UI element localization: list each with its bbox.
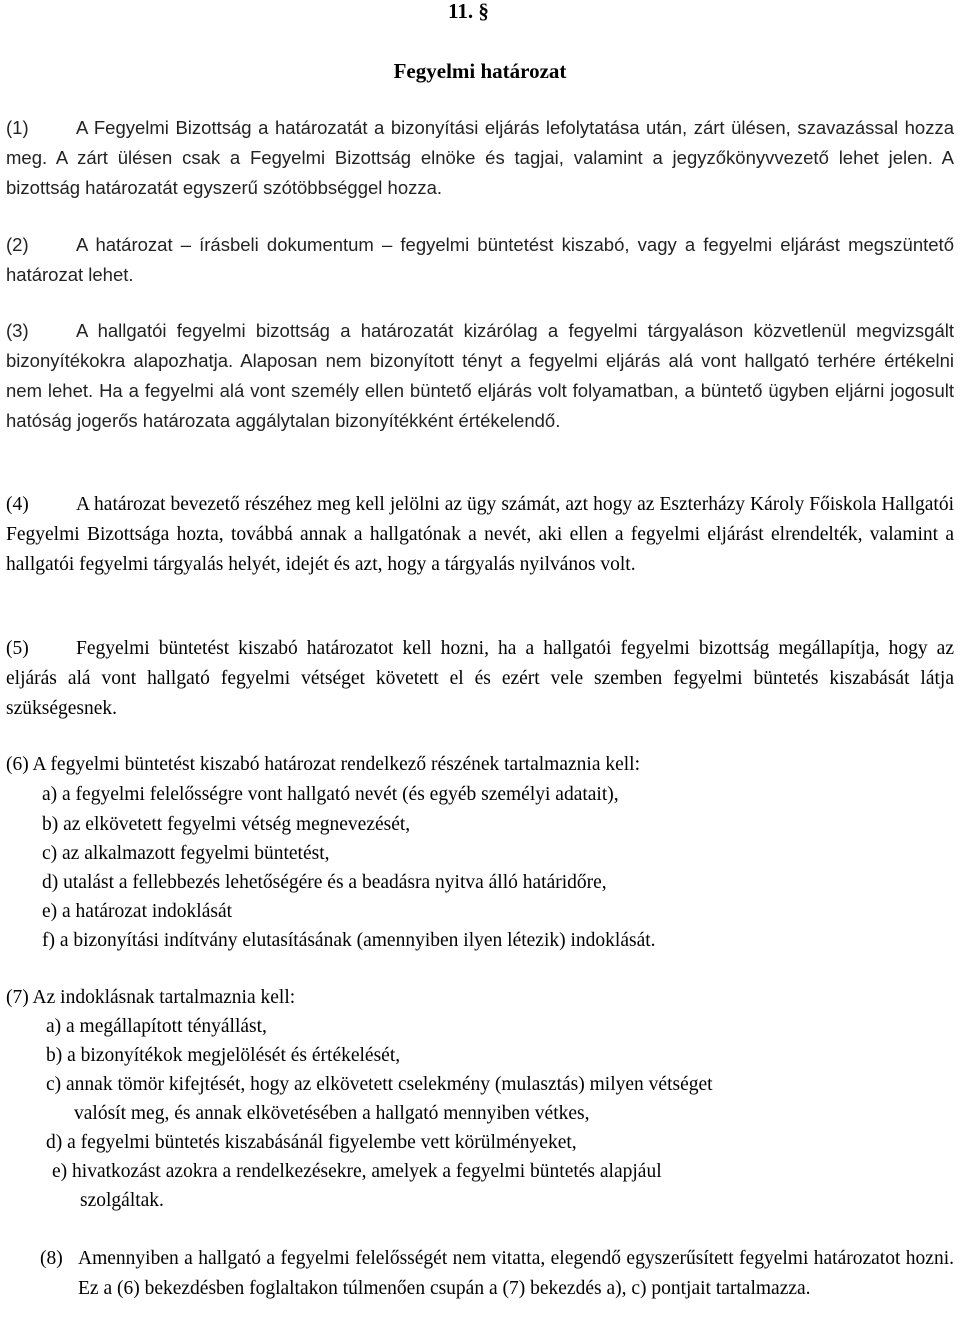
paragraph-2-number: (2) <box>6 234 29 255</box>
paragraph-6-item-a: a) a fegyelmi felelősségre vont hallgató nevét (és egyéb személyi adatait), <box>42 784 619 805</box>
paragraph-8-number: (8) <box>40 1248 63 1269</box>
paragraph-7-item-e: e) hivatkozást azokra a rendelkezésekre, amelyek a fegyelmi büntetés alapjául <box>52 1161 662 1182</box>
paragraph-7-item-a: a) a megállapított tényállást, <box>46 1016 267 1037</box>
paragraph-7-intro: (7) Az indoklásnak tartalmaznia kell: <box>6 987 296 1008</box>
paragraph-7-item-c: c) annak tömör kifejtését, hogy az elkövetett cselekmény (mulasztás) milyen vétséget <box>46 1074 713 1095</box>
paragraph-6-item-b: b) az elkövetett fegyelmi vétség megnevezését, <box>42 814 411 835</box>
paragraph-2-text: A határozat – írásbeli dokumentum – fegyelmi büntetést kiszabó, vagy a fegyelmi eljárást megszüntető határozat lehet. <box>6 234 954 285</box>
paragraph-8 <box>40 1244 954 1304</box>
paragraph-5 <box>6 634 954 724</box>
paragraph-1-number: (1) <box>6 117 29 138</box>
paragraph-1 <box>6 113 954 203</box>
paragraph-4-text: A határozat bevezető részéhez meg kell jelölni az ügy számát, azt hogy az Eszterházy Károly Főiskola Hallgatói Fegyelmi Bizottsága hozta, továbbá annak a hallgatónak a nevét, aki ellen a fegyelmi eljárást elrendelték, valamint a hallgatói fegyelmi tárgyalás helyét, idejét és azt, hogy a tárgyalás nyilvános volt. <box>6 494 954 575</box>
paragraph-3-text: A hallgatói fegyelmi bizottság a határozatát kizárólag a fegyelmi tárgyaláson közvetlenül megvizsgált bizonyítékokra alapozhatja. Alaposan nem bizonyított tényt a fegyelmi eljárás alá vont hallgató terhére értékelni nem lehet. Ha a fegyelmi alá vont személy ellen büntető eljárás volt folyamatban, a büntető ügyben eljárni jogosult hatóság jogerős határozata aggálytalan bizonyítékként értékelendő. <box>6 320 954 431</box>
paragraph-1-text: A Fegyelmi Bizottság a határozatát a bizonyítási eljárás lefolytatása után, zárt ülésen, szavazással hozza meg. A zárt ülésen csak a Fegyelmi Bizottság elnöke és tagjai, valamint a jegyzőkönyvvezető lehet jelen. A bizottság határozatát egyszerű szótöbbséggel hozza. <box>6 117 954 198</box>
paragraph-6-item-c: c) az alkalmazott fegyelmi büntetést, <box>42 843 330 864</box>
paragraph-6-item-f: f) a bizonyítási indítvány elutasításának (amennyiben ilyen létezik) indoklását. <box>42 930 656 951</box>
paragraph-4 <box>6 490 954 580</box>
paragraph-7-item-d: d) a fegyelmi büntetés kiszabásánál figyelembe vett körülményeket, <box>46 1132 577 1153</box>
paragraph-6-item-e: e) a határozat indoklását <box>42 901 233 922</box>
paragraph-3-number: (3) <box>6 320 29 341</box>
paragraph-7-item-e-continued: szolgáltak. <box>80 1190 164 1211</box>
paragraph-2 <box>6 230 954 290</box>
section-number: 11. § <box>448 0 489 23</box>
paragraph-5-text: Fegyelmi büntetést kiszabó határozatot kell hozni, ha a hallgatói fegyelmi bizottság megállapítja, hogy az eljárás alá vont hallgató fegyelmi vétséget követett el és ezért vele szemben fegyelmi büntetés kiszabását látja szükségesnek. <box>6 638 954 719</box>
paragraph-4-number: (4) <box>6 494 29 515</box>
paragraph-3 <box>6 316 954 436</box>
paragraph-8-text: Amennyiben a hallgató a fegyelmi felelősségét nem vitatta, elegendő egyszerűsített fegyelmi határozatot hozni. Ez a (6) bekezdésben foglaltakon túlmenően csupán a (7) bekezdés a), c) pontjait tartalmazza. <box>78 1248 954 1299</box>
paragraph-6-intro: (6) A fegyelmi büntetést kiszabó határozat rendelkező részének tartalmaznia kell: <box>6 754 641 775</box>
section-title: Fegyelmi határozat <box>393 59 567 83</box>
paragraph-7-item-b: b) a bizonyítékok megjelölését és értékelését, <box>46 1045 401 1066</box>
paragraph-7-item-c-continued: valósít meg, és annak elkövetésében a hallgató mennyiben vétkes, <box>74 1103 590 1124</box>
paragraph-5-number: (5) <box>6 638 29 659</box>
paragraph-6-item-d: d) utalást a fellebbezés lehetőségére és a beadásra nyitva álló határidőre, <box>42 872 607 893</box>
